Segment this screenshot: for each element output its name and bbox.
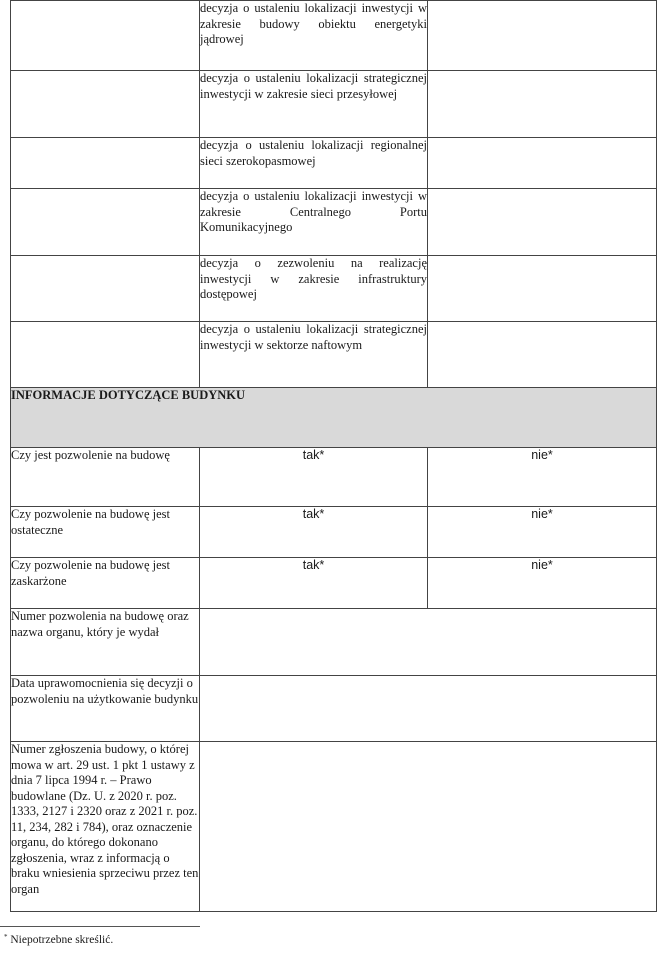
decision-row [11,256,657,322]
field-input-cell[interactable] [200,609,657,676]
yes-option[interactable]: tak* [200,448,428,507]
empty-cell [11,256,200,322]
decision-answer-cell[interactable] [428,1,657,71]
field-row [11,742,657,912]
decision-text: decyzja o ustaleniu lokalizacji strategicznej inwestycji w zakresie sieci przesyłowej [200,71,428,138]
no-option[interactable]: nie* [428,507,657,558]
field-input-cell[interactable] [200,742,657,912]
decision-answer-cell[interactable] [428,322,657,388]
decision-row [11,138,657,189]
no-option[interactable]: nie* [428,448,657,507]
footnote-divider [0,926,200,927]
question-row [11,507,657,558]
decision-answer-cell[interactable] [428,189,657,256]
empty-cell [11,189,200,256]
field-row [11,676,657,742]
decision-row [11,322,657,388]
field-label: Data uprawomocnienia się decyzji o pozwoleniu na użytkowanie budynku [11,676,200,742]
decision-answer-cell[interactable] [428,256,657,322]
question-row [11,558,657,609]
decision-text: decyzja o zezwoleniu na realizację inwestycji w zakresie infrastruktury dostępowej [200,256,428,322]
decision-row [11,1,657,71]
decision-text: decyzja o ustaleniu lokalizacji regionalnej sieci szerokopasmowej [200,138,428,189]
question-label: Czy pozwolenie na budowę jest zaskarżone [11,558,200,609]
decision-text: decyzja o ustaleniu lokalizacji inwestycji w zakresie budowy obiektu energetyki jądrowej [200,1,428,71]
footnote-text: Niepotrzebne skreślić. [10,934,114,946]
empty-cell [11,322,200,388]
section-header-row [11,388,657,448]
question-label: Czy pozwolenie na budowę jest ostateczne [11,507,200,558]
field-label: Numer zgłoszenia budowy, o której mowa w art. 29 ust. 1 pkt 1 ustawy z dnia 7 lipca 1994 r. – Prawo budowlane (Dz. U. z 2020 r. poz. 1333, 2127 i 2320 oraz z 2021 r. poz. 11, 234, 282 i 784), oraz oznaczenie organu, do którego dokonano zgłoszenia, wraz z informacją o braku wniesienia sprzeciwu przez ten organ [11,742,200,912]
decision-text: decyzja o ustaleniu lokalizacji strategicznej inwestycji w sektorze naftowym [200,322,428,388]
footnote [4,934,113,946]
section-title: INFORMACJE DOTYCZĄCE BUDYNKU [11,388,657,448]
empty-cell [11,138,200,189]
decision-answer-cell[interactable] [428,71,657,138]
decision-answer-cell[interactable] [428,138,657,189]
footnote-marker: * [4,933,8,941]
question-label: Czy jest pozwolenie na budowę [11,448,200,507]
empty-cell [11,1,200,71]
decision-row [11,189,657,256]
building-info-form-table [10,0,657,912]
question-row [11,448,657,507]
yes-option[interactable]: tak* [200,558,428,609]
decision-text: decyzja o ustaleniu lokalizacji inwestycji w zakresie Centralnego Portu Komunikacyjnego [200,189,428,256]
field-label: Numer pozwolenia na budowę oraz nazwa organu, który je wydał [11,609,200,676]
no-option[interactable]: nie* [428,558,657,609]
yes-option[interactable]: tak* [200,507,428,558]
field-input-cell[interactable] [200,676,657,742]
field-row [11,609,657,676]
decision-row [11,71,657,138]
empty-cell [11,71,200,138]
